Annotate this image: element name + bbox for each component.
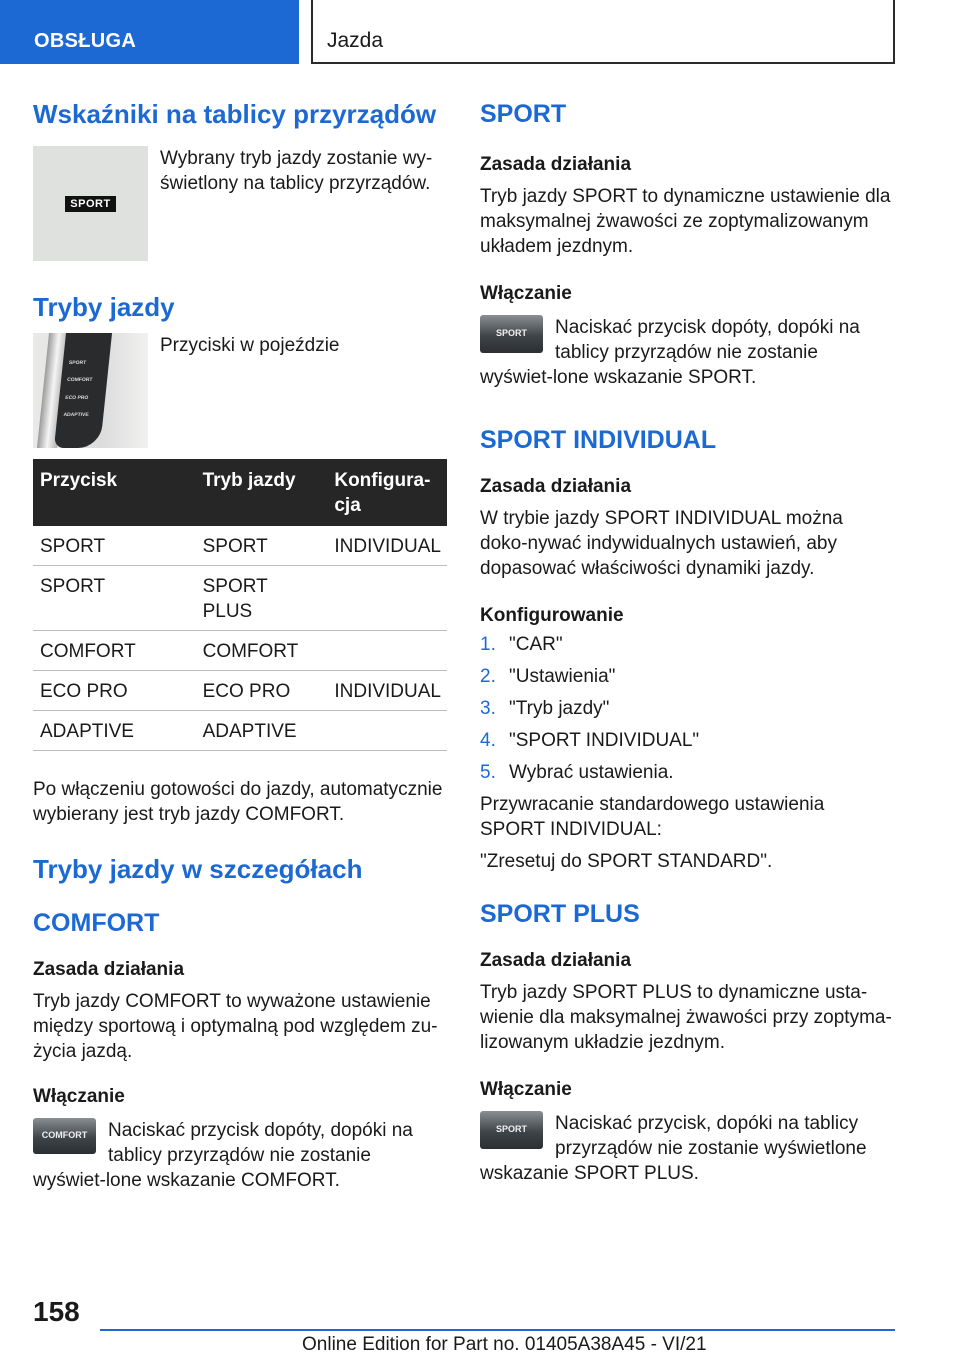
mode-buttons-image <box>33 333 148 448</box>
table-cell: ADAPTIVE <box>33 711 196 751</box>
step-number: 4. <box>480 730 496 751</box>
comfort-principle-heading: Zasada działania <box>33 959 185 980</box>
comfort-heading: COMFORT <box>33 909 160 937</box>
table-row <box>33 631 447 671</box>
panel-label: ECO PRO <box>64 395 89 401</box>
table-cell <box>327 566 447 631</box>
modes-text: Przyciski w pojeździe <box>160 335 340 356</box>
step-text: "CAR" <box>509 634 563 655</box>
sport-enable-text: Naciskać przycisk dopóty, dopóki na tablicy przyrządów nie zostanie wyświet-lone wskazanie SPORT. <box>480 317 860 388</box>
plus-enable-heading: Włączanie <box>480 1079 572 1100</box>
config-heading: Konfigurowanie <box>480 605 624 626</box>
left-column <box>33 98 447 1193</box>
list-item <box>480 757 894 789</box>
reset-text: Przywracanie standardowego ustawienia SPORT INDIVIDUAL: <box>480 794 825 840</box>
indicators-heading: Wskaźniki na tablicy przyrządów <box>33 99 437 129</box>
table-row <box>33 566 447 631</box>
table-cell: ADAPTIVE <box>196 711 328 751</box>
sport-enable-block <box>480 315 894 390</box>
table-header: Tryb jazdy <box>196 459 328 526</box>
page-number: 158 <box>33 1296 80 1327</box>
panel-label: COMFORT <box>66 377 93 383</box>
table-cell: COMFORT <box>33 631 196 671</box>
section-title: OBSŁUGA <box>34 30 137 52</box>
details-heading: Tryby jazdy w szczegółach <box>33 854 363 884</box>
list-item <box>480 629 894 661</box>
list-item <box>480 725 894 757</box>
edition-text: Online Edition for Part no. 01405A38A45 - VI/21 <box>302 1334 707 1355</box>
individual-principle-text: W trybie jazdy SPORT INDIVIDUAL można doko-nywać indywidualnych ustawień, aby dopasować właściwości dynamiki jazdy. <box>480 508 843 579</box>
modes-heading: Tryby jazdy <box>33 292 175 322</box>
instrument-cluster-image <box>33 146 148 261</box>
reset-action: "Zresetuj do SPORT STANDARD". <box>480 851 773 872</box>
sport-principle-text: Tryb jazdy SPORT to dynamiczne ustawienie dla maksymalnej żwawości ze zoptymalizowanym układem jezdnym. <box>480 186 891 257</box>
comfort-enable-block <box>33 1118 447 1193</box>
plus-heading: SPORT PLUS <box>480 900 640 928</box>
sport-indicator-label: SPORT <box>65 196 116 212</box>
modes-table <box>33 459 447 751</box>
panel-label: ADAPTIVE <box>63 412 90 418</box>
table-cell: INDIVIDUAL <box>327 526 447 566</box>
config-steps <box>480 629 894 789</box>
table-cell <box>327 711 447 751</box>
list-item <box>480 693 894 725</box>
modes-block <box>33 333 447 448</box>
list-item <box>480 661 894 693</box>
plus-enable-text: Naciskać przycisk, dopóki na tablicy przyrządów nie zostanie wyświetlone wskazanie SPORT PLUS. <box>480 1113 867 1184</box>
step-text: "Ustawienia" <box>509 666 616 687</box>
step-text: "Tryb jazdy" <box>509 698 610 719</box>
table-cell: ECO PRO <box>33 671 196 711</box>
section-tab <box>0 0 299 64</box>
step-number: 3. <box>480 698 496 719</box>
panel-label: SPORT <box>68 360 87 366</box>
right-column <box>480 98 894 1186</box>
footer-divider <box>100 1329 895 1331</box>
sport-enable-heading: Włączanie <box>480 283 572 304</box>
comfort-principle-text: Tryb jazdy COMFORT to wyważone ustawienie między sportową i optymalną pod względem zu-życia jazdą. <box>33 991 438 1062</box>
table-cell: INDIVIDUAL <box>327 671 447 711</box>
individual-principle-heading: Zasada działania <box>480 476 632 497</box>
step-number: 1. <box>480 634 496 655</box>
chapter-tab <box>311 0 895 64</box>
table-cell: SPORT <box>33 566 196 631</box>
individual-heading: SPORT INDIVIDUAL <box>480 426 717 454</box>
step-number: 2. <box>480 666 496 687</box>
comfort-enable-text: Naciskać przycisk dopóty, dopóki na tablicy przyrządów nie zostanie wyświet-lone wskazanie COMFORT. <box>33 1120 413 1191</box>
after-table-text: Po włączeniu gotowości do jazdy, automatycznie wybierany jest tryb jazdy COMFORT. <box>33 779 443 825</box>
sport-heading: SPORT <box>480 100 567 128</box>
plus-enable-block <box>480 1111 894 1186</box>
step-number: 5. <box>480 762 496 783</box>
sport-principle-heading: Zasada działania <box>480 154 632 175</box>
sport-button-label: SPORT <box>495 328 527 338</box>
table-cell: COMFORT <box>196 631 328 671</box>
chapter-title: Jazda <box>327 29 384 52</box>
table-cell: SPORT <box>196 526 328 566</box>
table-header: Przycisk <box>33 459 196 526</box>
comfort-enable-heading: Włączanie <box>33 1086 125 1107</box>
table-header: Konfigura-cja <box>327 459 447 526</box>
indicators-block <box>33 146 447 261</box>
comfort-button-label: COMFORT <box>41 1130 88 1140</box>
table-cell: SPORT <box>33 526 196 566</box>
plus-button-image <box>480 1111 543 1149</box>
table-row <box>33 526 447 566</box>
plus-principle-text: Tryb jazdy SPORT PLUS to dynamiczne usta-wienie dla maksymalnej żwawości przy zoptyma-lizowanym układzie jezdnym. <box>480 982 892 1053</box>
plus-button-label: SPORT <box>495 1124 527 1134</box>
table-cell: SPORT PLUS <box>196 566 328 631</box>
table-row <box>33 671 447 711</box>
table-row <box>33 711 447 751</box>
comfort-button-image <box>33 1118 96 1154</box>
sport-button-image <box>480 315 543 353</box>
table-cell: ECO PRO <box>196 671 328 711</box>
step-text: "SPORT INDIVIDUAL" <box>509 730 700 751</box>
table-header-row <box>33 459 447 526</box>
indicators-text: Wybrany tryb jazdy zostanie wy-świetlony na tablicy przyrządów. <box>160 148 433 194</box>
table-cell <box>327 631 447 671</box>
plus-principle-heading: Zasada działania <box>480 950 632 971</box>
step-text: Wybrać ustawienia. <box>509 762 674 783</box>
